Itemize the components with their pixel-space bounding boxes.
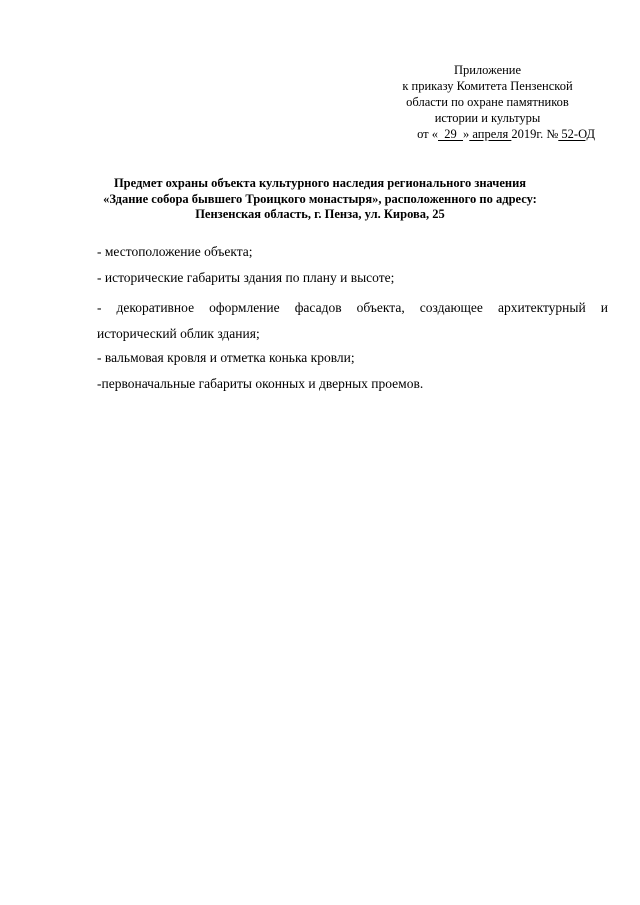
document-title xyxy=(60,176,580,223)
appendix-header xyxy=(380,62,595,142)
appendix-committee: области по охране памятников xyxy=(406,95,569,109)
list-item: - исторические габариты здания по плану и высоте; xyxy=(97,270,395,285)
order-mid: » xyxy=(463,127,470,141)
title-line-2: «Здание собора бывшего Троицкого монастыря», расположенного по адресу: xyxy=(103,191,537,206)
title-line-1: Предмет охраны объекта культурного наследия регионального значения xyxy=(113,176,527,190)
title-line-3: Пензенская область, г. Пенза, ул. Кирова, 25 xyxy=(195,207,445,221)
order-day: 29 xyxy=(438,127,464,141)
appendix-title: Приложение xyxy=(453,63,522,77)
order-year: 2019г. № xyxy=(511,127,559,141)
list-item: - местоположение объекта; xyxy=(97,244,253,259)
appendix-committee-cont: истории и культуры xyxy=(434,111,541,125)
order-date-number xyxy=(380,126,595,142)
list-item: -первоначальные габариты оконных и дверных проемов. xyxy=(97,376,424,391)
protection-items-list xyxy=(97,243,608,401)
appendix-order-ref: к приказу Комитета Пензенской xyxy=(402,79,573,93)
order-number: 52-ОД xyxy=(558,127,595,141)
order-prefix: от « xyxy=(417,127,439,141)
list-item: - декоративное оформление фасадов объекта, создающее архитектурный и исторический облик здания; xyxy=(97,300,608,341)
order-month: апреля xyxy=(469,127,512,141)
list-item: - вальмовая кровля и отметка конька кровли; xyxy=(97,350,355,365)
